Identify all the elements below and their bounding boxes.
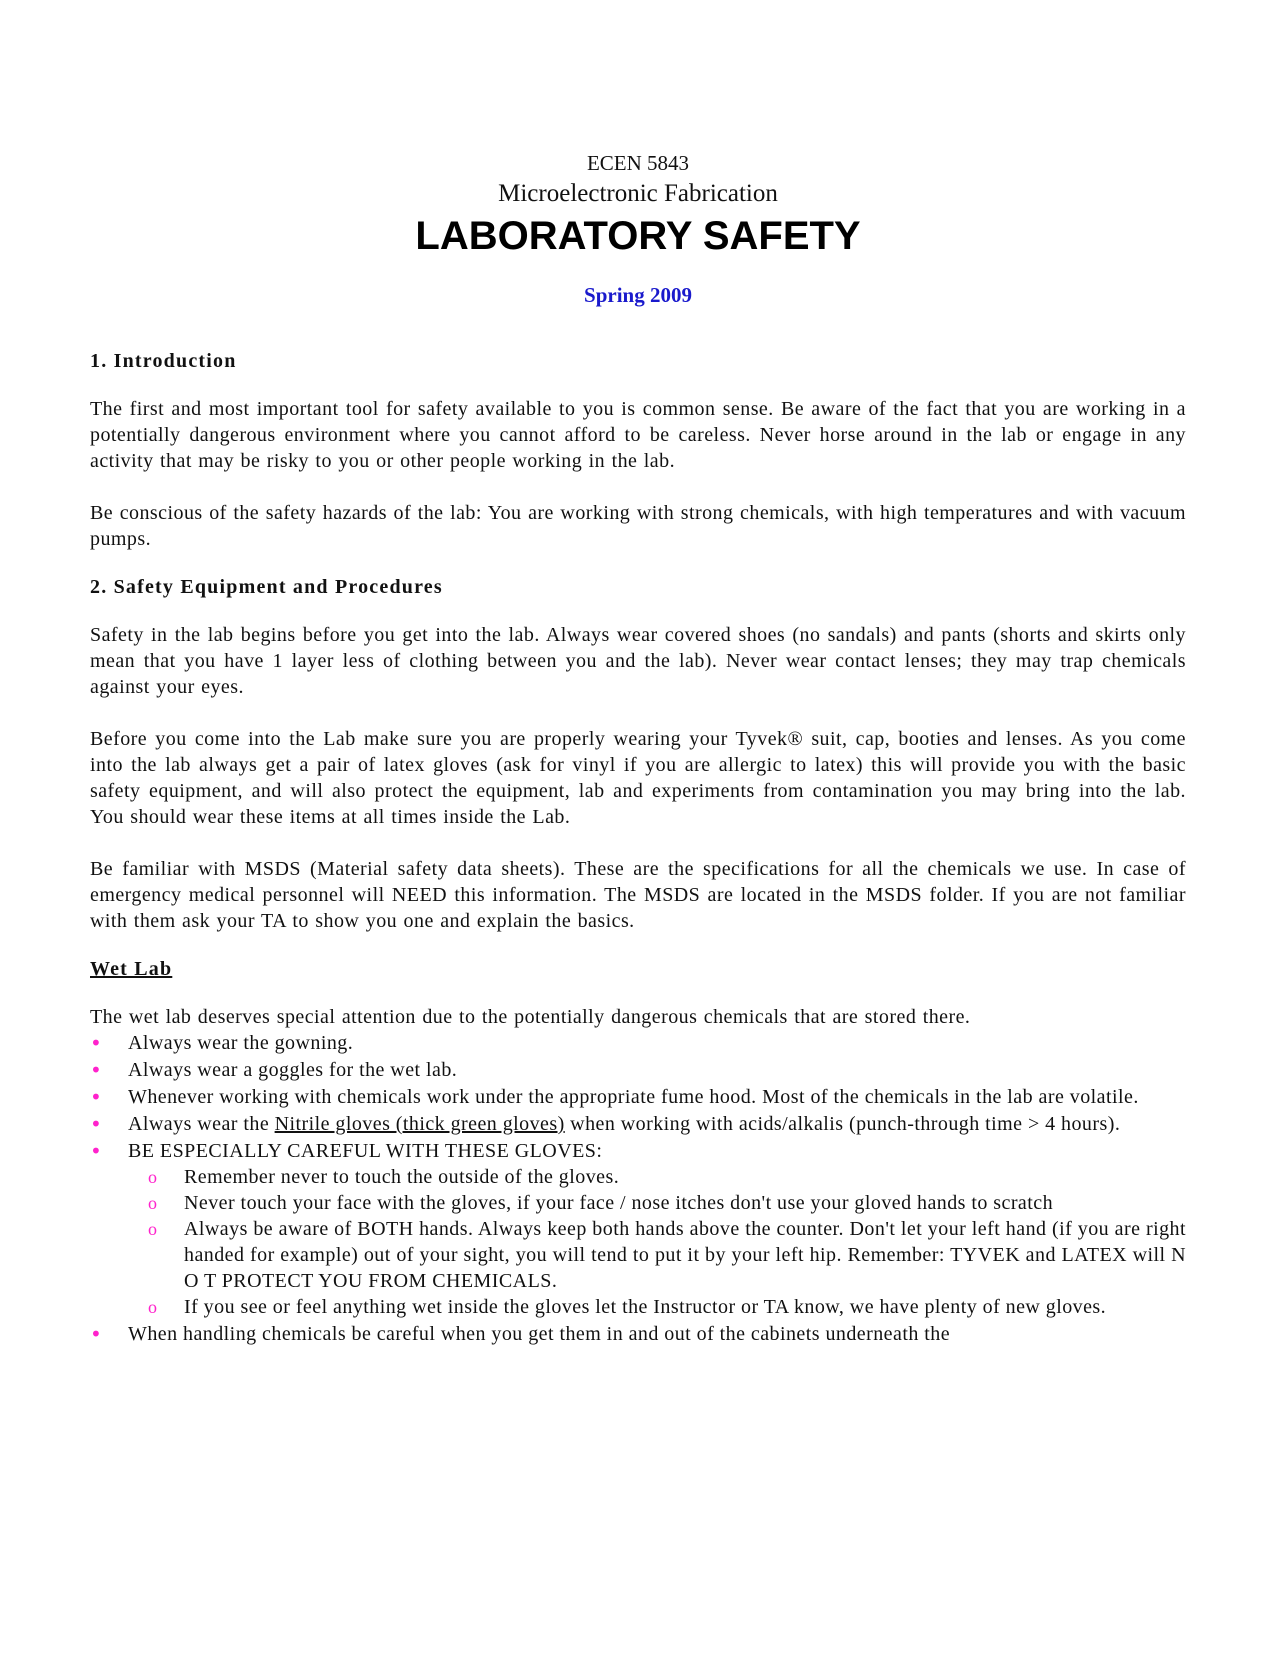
intro-paragraph-1: The first and most important tool for safety available to you is common sense. Be aware of the fact that you are working in a potentially dangerous environment where you cannot afford to be careless. Never horse around in the lab or engage in any activity that may be risky to you or other people working in the lab. <box>90 398 1186 472</box>
course-subtitle: Microelectronic Fabrication <box>498 180 778 207</box>
sub-list-item <box>128 1164 1186 1190</box>
intro-paragraph-2: Be conscious of the safety hazards of the lab: You are working with strong chemicals, with high temperatures and with vacuum pumps. <box>90 502 1186 550</box>
equipment-paragraph-1: Safety in the lab begins before you get into the lab. Always wear covered shoes (no sandals) and pants (shorts and skirts only mean that you have 1 layer less of clothing between you and the lab). Never wear contact lenses; they may trap chemicals against your eyes. <box>90 624 1186 698</box>
section-heading-wet-lab: Wet Lab <box>90 958 173 980</box>
equipment-paragraph-3: Be familiar with MSDS (Material safety data sheets). These are the specifications for all the chemicals we use. In case of emergency medical personnel will NEED this information. The MSDS are located in the MSDS folder. If you are not familiar with them ask your TA to show you one and explain the basics. <box>90 858 1186 932</box>
section-heading-introduction: 1. Introduction <box>90 350 237 372</box>
term-label: Spring 2009 <box>584 283 692 307</box>
bullet-icon: • <box>90 1112 103 1136</box>
document-title: LABORATORY SAFETY <box>415 214 861 258</box>
sub-list-item-text: Always be aware of BOTH hands. Always keep both hands above the counter. Don't let your left hand (if you are right handed for example) out of your sight, you will tend to put it by your left hip. Remember: TYVEK and LATEX will N O T PROTECT YOU FROM CHEMICALS. <box>184 1218 1186 1292</box>
list-item-text: BE ESPECIALLY CAREFUL WITH THESE GLOVES: <box>128 1140 603 1162</box>
bullet-icon: • <box>90 1139 103 1163</box>
bullet-icon: • <box>90 1085 103 1109</box>
list-item <box>90 1111 1186 1137</box>
equipment-paragraph-2: Before you come into the Lab make sure you are properly wearing your Tyvek® suit, cap, booties and lenses. As you come into the lab always get a pair of latex gloves (ask for vinyl if you are allergic to latex) this will provide you with the basic safety equipment, and will also protect the equipment, lab and experiments from contamination you may bring into the lab. You should wear these items at all times inside the Lab. <box>90 728 1186 828</box>
bullet-icon: • <box>90 1322 103 1346</box>
wet-lab-rules-list <box>90 1030 1186 1347</box>
document-header <box>90 150 1186 308</box>
list-item-text: Whenever working with chemicals work under the appropriate fume hood. Most of the chemicals in the lab are volatile. <box>128 1086 1139 1108</box>
list-item-text: Always wear the gowning. <box>128 1032 354 1054</box>
list-item <box>90 1138 1186 1320</box>
list-item-text-prefix: Always wear the <box>128 1113 275 1135</box>
sub-bullet-icon: o <box>148 1219 158 1239</box>
list-item-text: When handling chemicals be careful when you get them in and out of the cabinets underneath the <box>128 1323 951 1345</box>
bullet-icon: • <box>90 1031 103 1055</box>
sub-bullet-icon: o <box>148 1167 158 1187</box>
list-item-text-suffix: when working with acids/alkalis (punch-through time > 4 hours). <box>564 1113 1121 1135</box>
glove-rules-sublist <box>128 1164 1186 1320</box>
sub-bullet-icon: o <box>148 1193 158 1213</box>
list-item <box>90 1057 1186 1083</box>
document-page <box>90 150 1186 1348</box>
course-number: ECEN 5843 <box>586 151 690 175</box>
list-item <box>90 1030 1186 1056</box>
sub-list-item-text: Never touch your face with the gloves, if your face / nose itches don't use your gloved hands to scratch <box>184 1192 1054 1214</box>
list-item <box>90 1084 1186 1110</box>
sub-list-item-text: If you see or feel anything wet inside the gloves let the Instructor or TA know, we have plenty of new gloves. <box>184 1296 1107 1318</box>
sub-list-item <box>128 1294 1186 1320</box>
list-item-text: Always wear a goggles for the wet lab. <box>128 1059 458 1081</box>
sub-bullet-icon: o <box>148 1297 158 1317</box>
wet-lab-intro: The wet lab deserves special attention due to the potentially dangerous chemicals that are stored there. <box>90 1006 971 1028</box>
nitrile-gloves-emphasis: Nitrile gloves (thick green gloves) <box>274 1113 565 1135</box>
sub-list-item <box>128 1190 1186 1216</box>
list-item <box>90 1321 1186 1347</box>
sub-list-item-text: Remember never to touch the outside of the gloves. <box>184 1166 620 1188</box>
section-heading-equipment: 2. Safety Equipment and Procedures <box>90 576 443 598</box>
bullet-icon: • <box>90 1058 103 1082</box>
sub-list-item <box>128 1216 1186 1294</box>
